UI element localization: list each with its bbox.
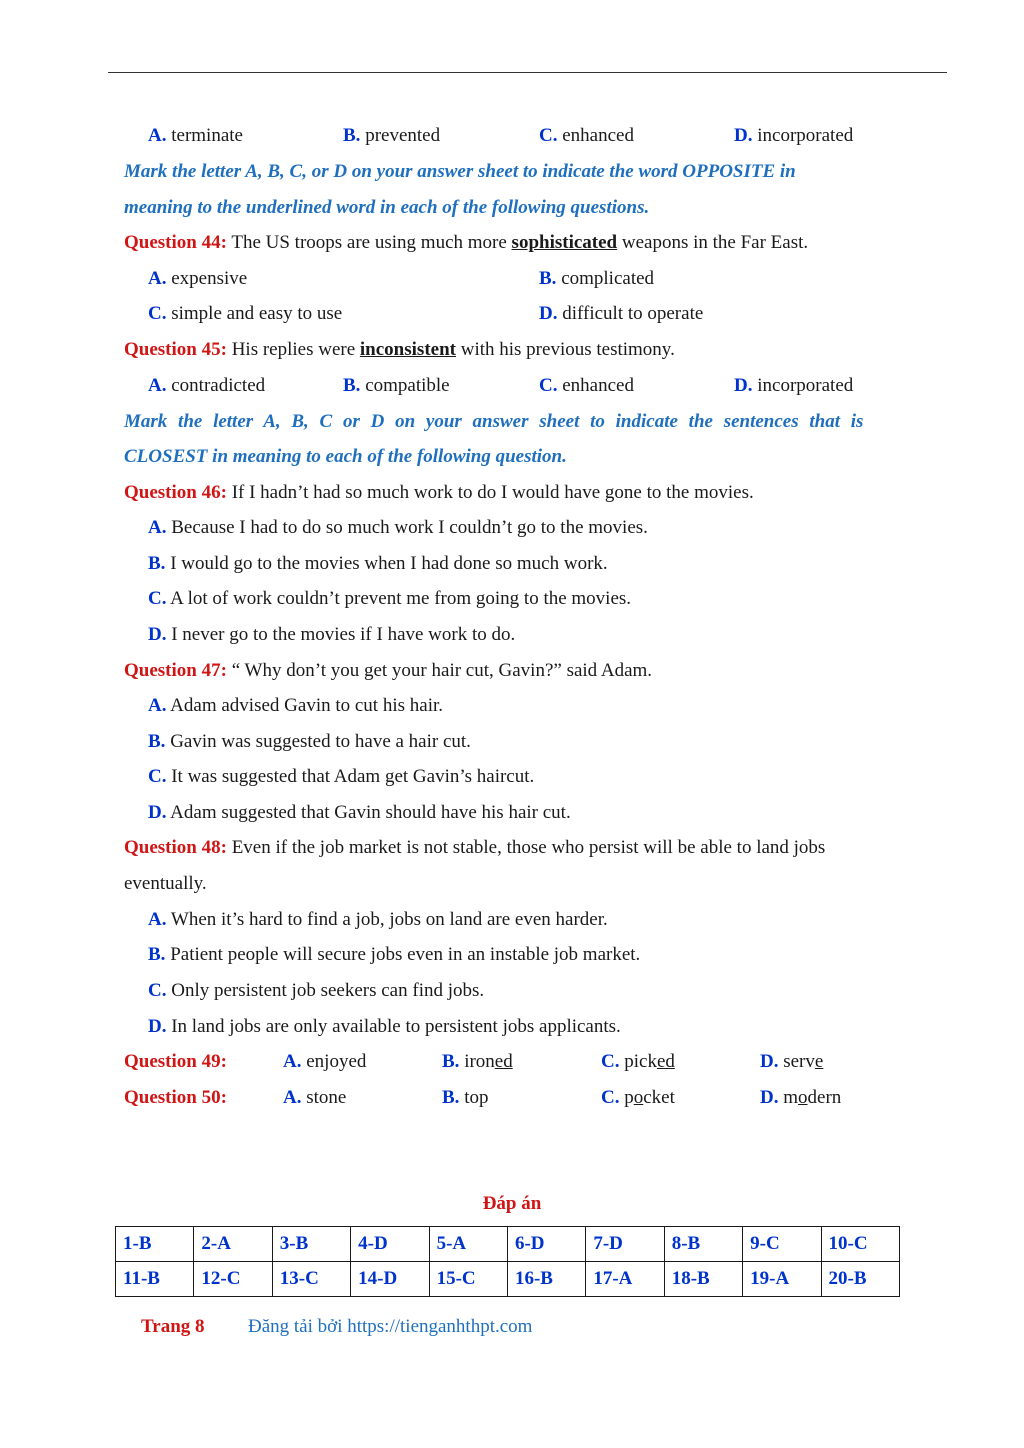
question-48-continued: eventually. (124, 873, 207, 894)
answer-cell: 3-B (272, 1227, 350, 1262)
option-d: D. difficult to operate (539, 303, 704, 324)
answer-cell: 18-B (664, 1262, 742, 1297)
answer-cell: 8-B (664, 1227, 742, 1262)
option-a: A. When it’s hard to find a job, jobs on land are even harder. (148, 909, 608, 930)
option-b: B. prevented (343, 125, 441, 146)
answer-cell: 20-B (821, 1262, 899, 1297)
option-b: B. top (442, 1087, 489, 1108)
option-b: B. compatible (343, 375, 450, 396)
instruction-opposite-line1: Mark the letter A, B, C, or D on your answer sheet to indicate the word OPPOSITE in (124, 161, 796, 182)
answer-cell: 10-C (821, 1227, 899, 1262)
option-a: A. enjoyed (283, 1051, 367, 1072)
answer-cell: 5-A (429, 1227, 507, 1262)
option-d: D. I never go to the movies if I have work to do. (148, 624, 516, 645)
underlined-word: inconsistent (359, 339, 456, 360)
answer-cell: 12-C (194, 1262, 272, 1297)
question-label: Question 49: (124, 1051, 227, 1072)
question-46: Question 46: If I hadn’t had so much work to do I would have gone to the movies. (124, 482, 754, 503)
answer-cell: 1-B (116, 1227, 194, 1262)
question-45: Question 45: His replies were inconsistent with his previous testimony. (124, 339, 675, 360)
answer-cell: 4-D (351, 1227, 429, 1262)
answer-cell: 11-B (116, 1262, 194, 1297)
option-a: A. terminate (148, 125, 243, 146)
question-label: Question 45: (124, 339, 227, 360)
answer-cell: 9-C (743, 1227, 821, 1262)
instruction-closest-line2: CLOSEST in meaning to each of the following question. (124, 446, 567, 467)
question-label: Question 50: (124, 1087, 227, 1108)
option-d: D. In land jobs are only available to persistent jobs applicants. (148, 1016, 621, 1037)
instruction-closest-line1: Mark the letter A, B, C or D on your answer sheet to indicate the sentences that is (124, 411, 864, 432)
answer-key-title: Đáp án (482, 1193, 542, 1214)
source-credit: Đăng tải bởi https://tienganhthpt.com (248, 1316, 533, 1337)
question-label: Question 44: (124, 232, 227, 253)
option-c: C. pocket (601, 1087, 675, 1108)
option-b: B. complicated (539, 268, 655, 289)
question-label: Question 46: (124, 482, 227, 503)
answer-cell: 15-C (429, 1262, 507, 1297)
option-a: A. stone (283, 1087, 347, 1108)
option-b: B. I would go to the movies when I had done so much work. (148, 553, 608, 574)
option-a: A. Because I had to do so much work I couldn’t go to the movies. (148, 517, 648, 538)
option-d: D. incorporated (734, 125, 854, 146)
table-row (116, 1227, 900, 1262)
answer-cell: 14-D (351, 1262, 429, 1297)
question-label: Question 48: (124, 837, 227, 858)
instruction-opposite-line2: meaning to the underlined word in each of the following questions. (124, 197, 650, 218)
option-d: D. modern (760, 1087, 842, 1108)
answer-cell: 19-A (743, 1262, 821, 1297)
answer-cell: 17-A (586, 1262, 664, 1297)
table-row (116, 1262, 900, 1297)
option-b: B. ironed (442, 1051, 513, 1072)
answer-cell: 6-D (507, 1227, 585, 1262)
option-a: A. expensive (148, 268, 248, 289)
option-c: C. enhanced (539, 375, 634, 396)
underlined-word: sophisticated (511, 232, 618, 253)
question-label: Question 47: (124, 660, 227, 681)
answer-cell: 13-C (272, 1262, 350, 1297)
option-b: B. Gavin was suggested to have a hair cut. (148, 731, 471, 752)
option-c: C. Only persistent job seekers can find jobs. (148, 980, 485, 1001)
question-48: Question 48: Even if the job market is not stable, those who persist will be able to land jobs (124, 837, 826, 858)
answer-cell: 2-A (194, 1227, 272, 1262)
answer-cell: 16-B (507, 1262, 585, 1297)
page-number: Trang 8 (141, 1316, 205, 1337)
option-c: C. simple and easy to use (148, 303, 343, 324)
option-c: C. enhanced (539, 125, 634, 146)
option-c: C. A lot of work couldn’t prevent me from going to the movies. (148, 588, 632, 609)
question-44: Question 44: The US troops are using much more sophisticated weapons in the Far East. (124, 232, 809, 253)
option-c: C. It was suggested that Adam get Gavin’s haircut. (148, 766, 535, 787)
option-d: D. incorporated (734, 375, 854, 396)
option-d: D. Adam suggested that Gavin should have his hair cut. (148, 802, 571, 823)
answer-key-table (115, 1226, 900, 1297)
question-47: Question 47: “ Why don’t you get your hair cut, Gavin?” said Adam. (124, 660, 653, 681)
header-rule (108, 72, 947, 73)
option-d: D. serve (760, 1051, 824, 1072)
option-b: B. Patient people will secure jobs even in an instable job market. (148, 944, 641, 965)
option-c: C. picked (601, 1051, 675, 1072)
option-a: A. contradicted (148, 375, 266, 396)
answer-cell: 7-D (586, 1227, 664, 1262)
option-a: A. Adam advised Gavin to cut his hair. (148, 695, 443, 716)
